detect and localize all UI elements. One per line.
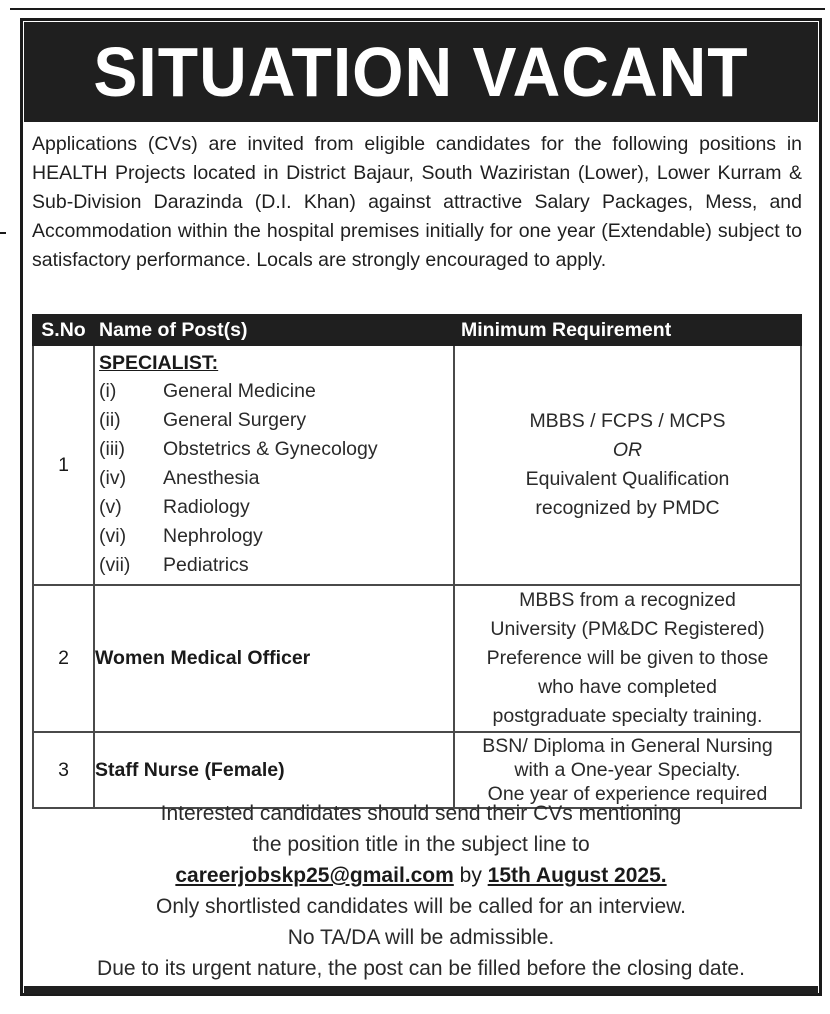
post-name: Women Medical Officer xyxy=(94,585,454,732)
contact-line xyxy=(24,860,818,891)
requirement-cell xyxy=(454,345,801,585)
item-number: (i) xyxy=(99,380,117,402)
requirement-line: BSN/ Diploma in General Nursing xyxy=(482,735,773,757)
footer-line: Due to its urgent nature, the post can be filled before the closing date. xyxy=(97,957,745,980)
bottom-bar xyxy=(24,986,818,994)
requirement-line: One year of experience required xyxy=(487,783,768,805)
specialty-name: General Medicine xyxy=(163,380,316,402)
margin-tick xyxy=(0,232,6,234)
top-border-line xyxy=(10,8,825,10)
item-number: (vi) xyxy=(99,525,127,547)
requirement-cell xyxy=(454,585,801,732)
requirement-line: MBBS / FCPS / MCPS xyxy=(529,410,726,432)
positions-table xyxy=(32,314,802,809)
header-sno: S.No xyxy=(33,315,94,345)
specialty-name: Radiology xyxy=(163,496,250,518)
specialist-cell xyxy=(94,345,454,585)
item-number: (iii) xyxy=(99,438,125,460)
table-header-row xyxy=(33,315,801,345)
requirement-line: Preference will be given to those xyxy=(486,647,769,669)
requirement-line: University (PM&DC Registered) xyxy=(490,618,765,640)
specialty-name: Nephrology xyxy=(163,525,263,547)
by-text: by xyxy=(459,864,482,887)
list-item xyxy=(99,406,453,435)
specialty-name: Obstetrics & Gynecology xyxy=(163,438,378,460)
row-sno: 3 xyxy=(33,732,94,808)
table-row xyxy=(33,585,801,732)
requirement-line: who have completed xyxy=(538,676,717,698)
footer-instructions xyxy=(24,798,818,984)
item-number: (ii) xyxy=(99,409,121,431)
list-item xyxy=(99,377,453,406)
specialty-name: Pediatrics xyxy=(163,554,249,576)
row-sno: 2 xyxy=(33,585,94,732)
table-row xyxy=(33,345,801,585)
requirement-line: with a One-year Specialty. xyxy=(514,759,741,781)
row-sno: 1 xyxy=(33,345,94,585)
footer-line: No TA/DA will be admissible. xyxy=(287,926,555,949)
item-number: (vii) xyxy=(99,554,131,576)
intro-paragraph: Applications (CVs) are invited from eligible candidates for the following positions in HEALTH Projects located in District Bajaur, South Waziristan (Lower), Lower Kurram & Sub-Division Darazinda (D.I. Khan) against attractive Salary Packages, Mess, and Accommodation within the hospital premises initially for one year (Extendable) subject to satisfactory performance. Locals are strongly encouraged to apply. xyxy=(32,133,802,271)
list-item xyxy=(99,551,453,580)
requirement-line: MBBS from a recognized xyxy=(519,589,736,611)
post-title: SPECIALIST: xyxy=(99,352,219,374)
table-row xyxy=(33,732,801,808)
list-item xyxy=(99,464,453,493)
requirement-cell xyxy=(454,732,801,808)
list-item xyxy=(99,493,453,522)
header-requirement: Minimum Requirement xyxy=(454,315,801,345)
requirement-line: Equivalent Qualification xyxy=(525,468,730,490)
requirement-line: postgraduate specialty training. xyxy=(492,705,763,727)
header-post: Name of Post(s) xyxy=(94,315,454,345)
list-item xyxy=(99,435,453,464)
requirement-or: OR xyxy=(612,439,643,461)
list-item xyxy=(99,522,453,551)
item-number: (iv) xyxy=(99,467,127,489)
footer-line: Interested candidates should send their CVs mentioning xyxy=(160,802,682,825)
footer-line: Only shortlisted candidates will be called for an interview. xyxy=(156,895,686,918)
email-link[interactable]: careerjobskp25@gmail.com xyxy=(175,864,454,887)
requirement-line: recognized by PMDC xyxy=(535,497,720,519)
page-title: SITUATION VACANT xyxy=(93,33,749,111)
item-number: (v) xyxy=(99,496,122,518)
post-name: Staff Nurse (Female) xyxy=(94,732,454,808)
footer-line: the position title in the subject line to xyxy=(252,833,590,856)
specialty-list xyxy=(99,377,453,580)
specialty-name: General Surgery xyxy=(163,409,307,431)
deadline-date: 15th August 2025. xyxy=(487,864,667,887)
specialty-name: Anesthesia xyxy=(163,467,260,489)
